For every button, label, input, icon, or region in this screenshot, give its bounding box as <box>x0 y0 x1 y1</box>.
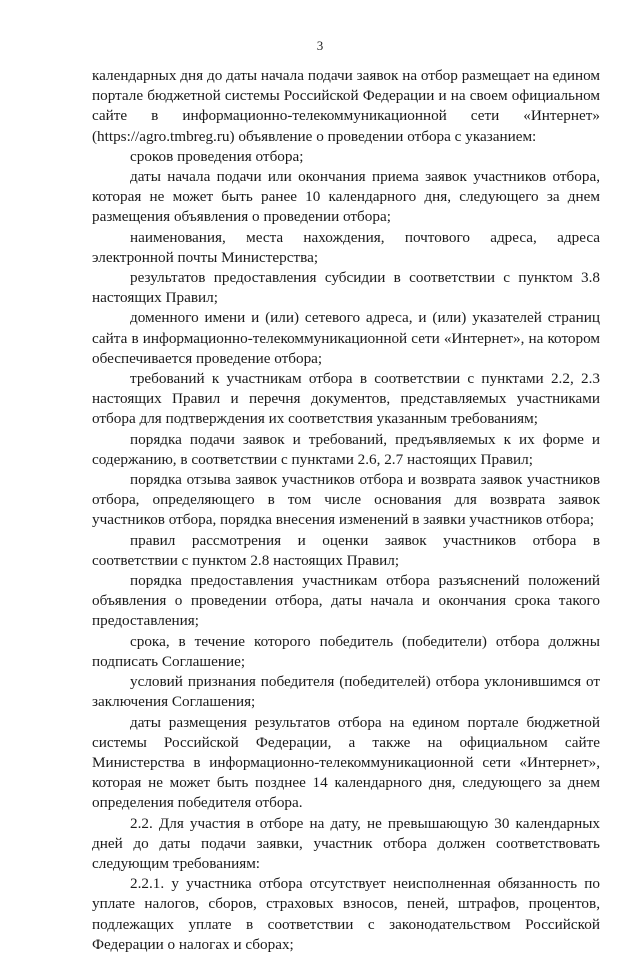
paragraph: 2.2.1. у участника отбора отсутствует неисполненная обязанность по уплате налогов, сборов, страховых взносов, пеней, штрафов, процентов, подлежащих уплате в соответствии с законодательством Российской Федерации о налогах и сборах; <box>92 875 600 953</box>
paragraph: 2.2. Для участия в отборе на дату, не превышающую 30 календарных дней до даты подачи заявки, участник отбора должен соответствовать следующим требованиям: <box>92 814 600 872</box>
page-number: 3 <box>316 38 324 53</box>
paragraph: календарных дня до даты начала подачи заявок на отбор размещает на едином портале бюджетной системы Российской Федерации и на своем официальном сайте в информационно-телекоммуникационной сети «Интернет» (https://agro.tmbreg.ru) объявление о проведении отбора с указанием: <box>92 67 600 145</box>
paragraph: результатов предоставления субсидии в соответствии с пунктом 3.8 настоящих Правил; <box>92 269 600 307</box>
paragraph: даты начала подачи или окончания приема заявок участников отбора, которая не может быть ранее 10 календарного дня, следующего за днем размещения объявления о проведении отбора; <box>92 168 600 226</box>
paragraph: даты размещения результатов отбора на едином портале бюджетной системы Российской Федерации, а также на официальном сайте Министерства в информационно-телекоммуникационной сети «Интернет», которая не может быть позднее 14 календарного дня, следующего за днем определения победителя отбора. <box>92 713 600 812</box>
paragraph: доменного имени и (или) сетевого адреса, и (или) указателей страниц сайта в информационно-телекоммуникационной сети «Интернет», на котором обеспечивается проведение отбора; <box>92 309 600 367</box>
paragraph: срока, в течение которого победитель (победители) отбора должны подписать Соглашение; <box>92 632 600 670</box>
paragraph: порядка предоставления участникам отбора разъяснений положений объявления о проведении отбора, даты начала и окончания срока такого предоставления; <box>92 572 600 630</box>
paragraph: порядка отзыва заявок участников отбора и возврата заявок участников отбора, определяющего в том числе основания для возврата заявок участников отбора, порядка внесения изменений в заявки участников отбора; <box>92 471 600 529</box>
paragraph: правил рассмотрения и оценки заявок участников отбора в соответствии с пунктом 2.8 настоящих Правил; <box>92 531 600 569</box>
paragraph: порядка подачи заявок и требований, предъявляемых к их форме и содержанию, в соответствии с пунктами 2.6, 2.7 настоящих Правил; <box>92 430 600 468</box>
document-body <box>92 66 600 955</box>
paragraph: наименования, места нахождения, почтового адреса, адреса электронной почты Министерства; <box>92 228 600 266</box>
paragraph: условий признания победителя (победителей) отбора уклонившимся от заключения Соглашения; <box>92 673 600 711</box>
paragraph: требований к участникам отбора в соответствии с пунктами 2.2, 2.3 настоящих Правил и перечня документов, представляемых участниками отбора для подтверждения их соответствия указанным требованиям; <box>92 370 600 428</box>
paragraph: сроков проведения отбора; <box>130 147 304 165</box>
